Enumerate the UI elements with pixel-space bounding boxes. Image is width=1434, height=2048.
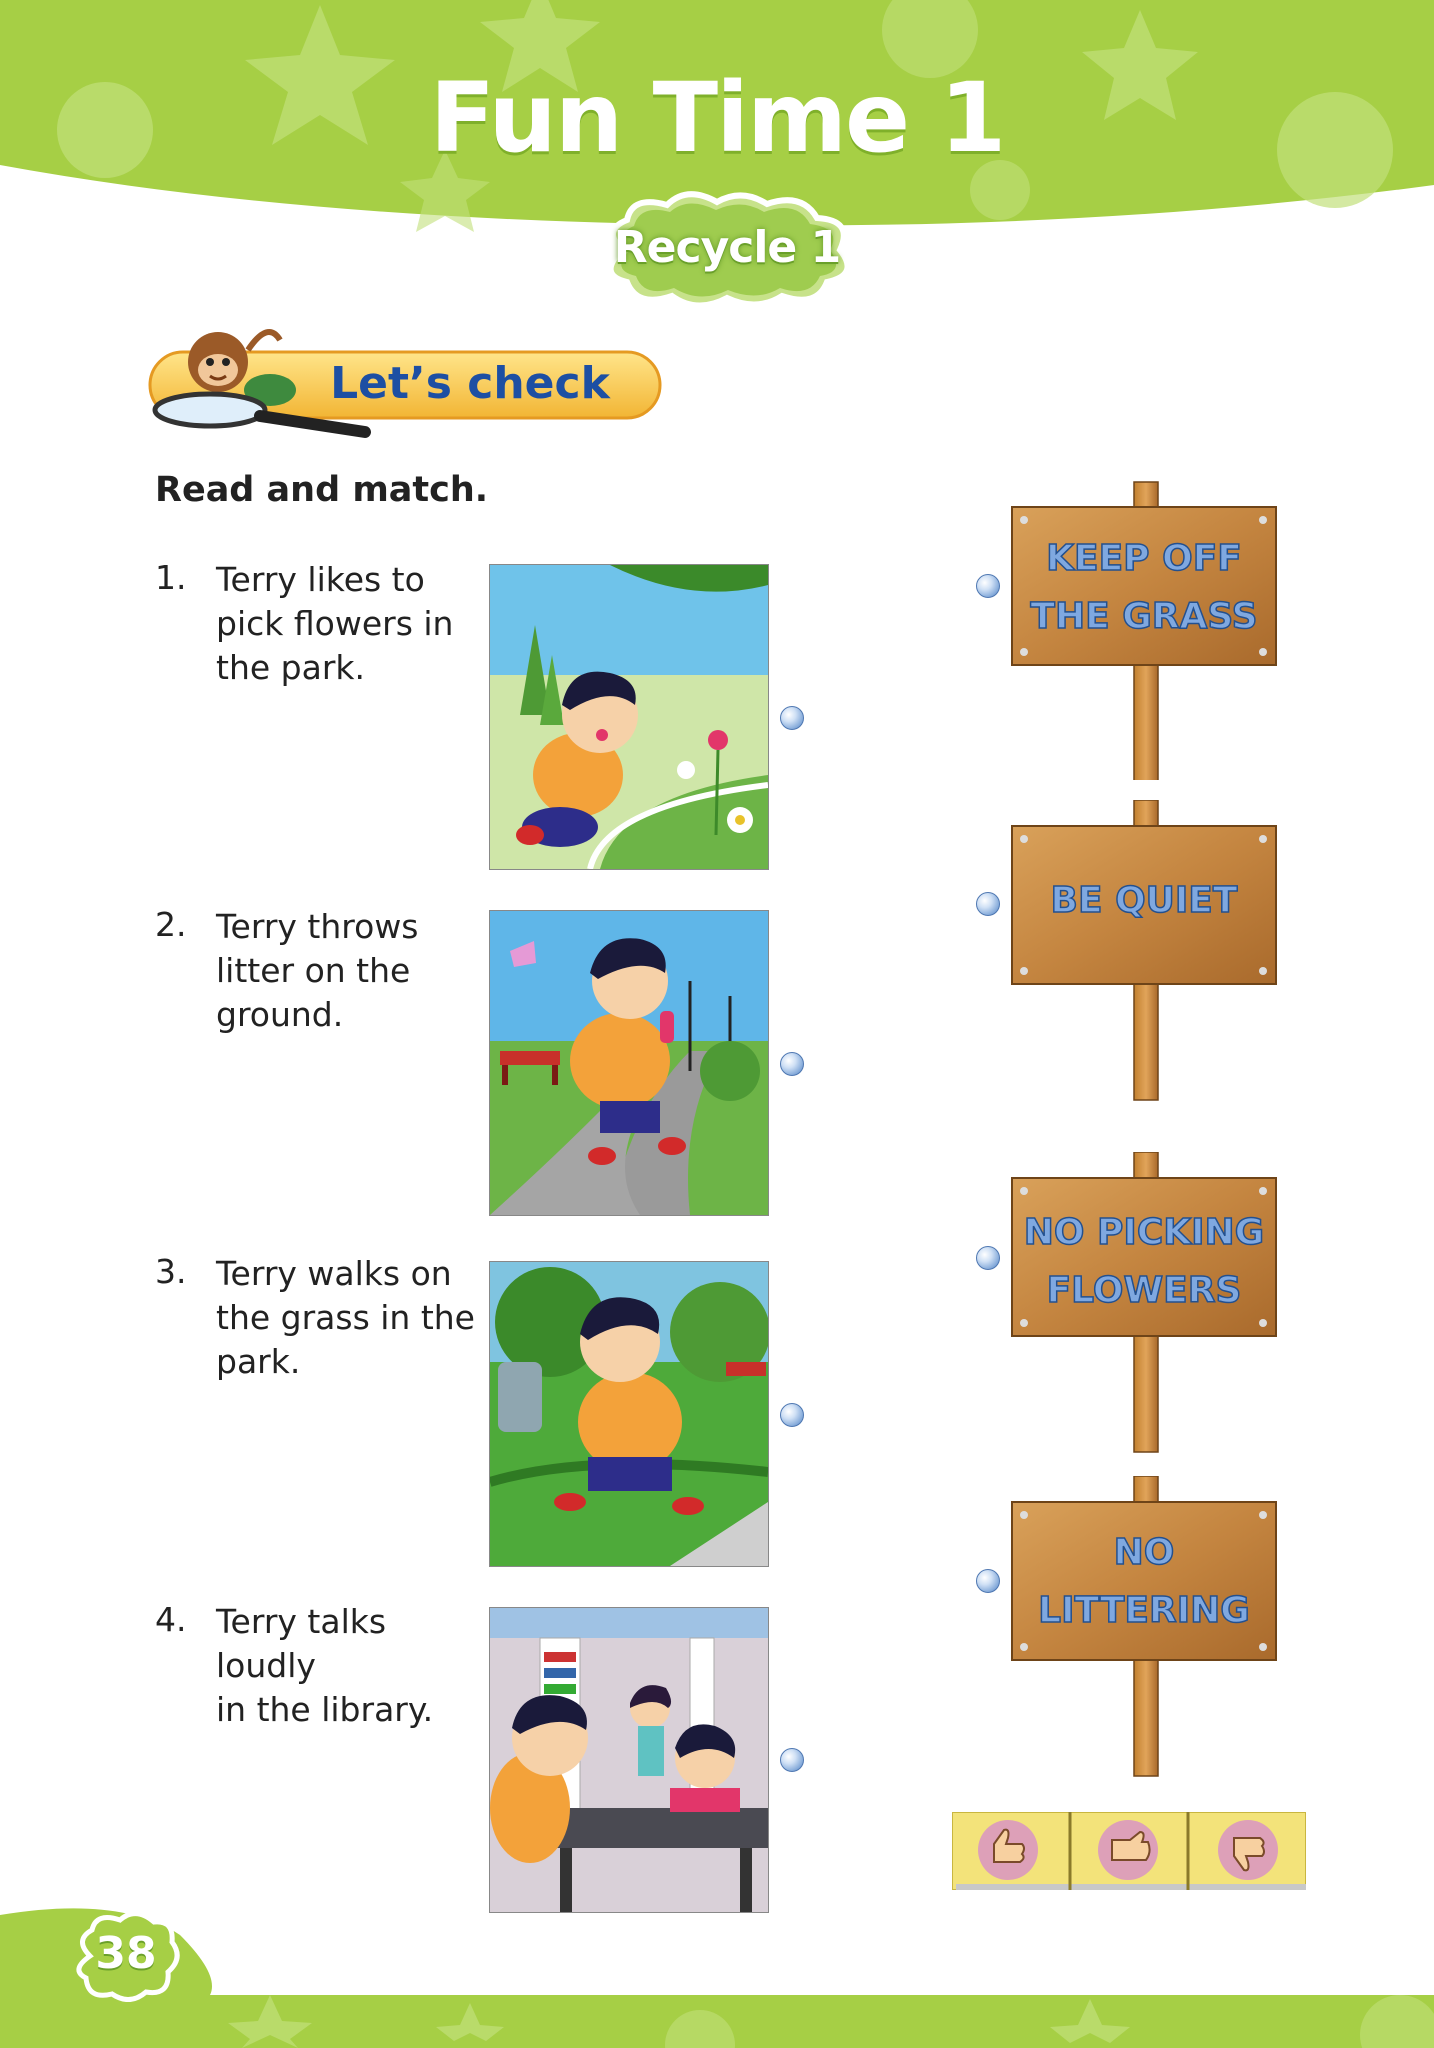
sign-line: KEEP OFF — [1046, 538, 1242, 579]
item-number: 3. — [155, 1252, 187, 1291]
sign-be-quiet — [1012, 872, 1276, 930]
item-line: the park. — [216, 648, 365, 687]
sign-no-picking-flowers — [1012, 1204, 1276, 1320]
match-dot-left[interactable] — [780, 1748, 804, 1772]
item-line: park. — [216, 1342, 301, 1381]
section-label: Let’s check — [330, 358, 610, 409]
sign-post — [1000, 800, 1290, 1102]
item-line: litter on the — [216, 951, 411, 990]
item-text — [216, 905, 486, 1037]
match-dot-right[interactable] — [976, 574, 1000, 598]
item-number: 1. — [155, 558, 187, 597]
sign-no-littering — [1012, 1524, 1276, 1640]
item-line: Terry talks loudly — [216, 1602, 387, 1685]
item-line: pick flowers in — [216, 604, 454, 643]
item-line: the grass in the — [216, 1298, 475, 1337]
item-number: 2. — [155, 905, 187, 944]
match-dot-left[interactable] — [780, 706, 804, 730]
boy-littering-picture — [489, 910, 769, 1216]
item-number: 4. — [155, 1600, 187, 1639]
sign-line: NO PICKING — [1023, 1212, 1265, 1253]
item-line: in the library. — [216, 1690, 434, 1729]
item-line: Terry throws — [216, 907, 419, 946]
thumbs-down-icon[interactable] — [1218, 1820, 1278, 1880]
boy-in-library-picture — [489, 1607, 769, 1913]
sign-keep-off-the-grass — [1012, 530, 1276, 646]
item-text — [216, 1252, 486, 1384]
thumbs-sideways-icon[interactable] — [1098, 1820, 1158, 1880]
sign-line: FLOWERS — [1046, 1270, 1242, 1311]
sign-line: LITTERING — [1038, 1590, 1250, 1631]
item-text — [216, 1600, 496, 1732]
match-dot-left[interactable] — [780, 1403, 804, 1427]
page-title: Fun Time 1 — [429, 62, 1005, 174]
match-dot-left[interactable] — [780, 1052, 804, 1076]
instruction-text: Read and match. — [155, 470, 489, 510]
page-number: 38 — [95, 1928, 157, 1979]
item-line: ground. — [216, 995, 344, 1034]
sign-line: NO — [1113, 1532, 1175, 1573]
match-dot-right[interactable] — [976, 892, 1000, 916]
footer-band — [0, 1895, 1434, 2048]
boy-picking-flowers-picture — [489, 564, 769, 870]
self-assessment-bar — [952, 1812, 1306, 1890]
sign-line: THE GRASS — [1030, 596, 1258, 637]
item-line: Terry likes to — [216, 560, 425, 599]
boy-on-grass-picture — [489, 1261, 769, 1567]
match-dot-right[interactable] — [976, 1246, 1000, 1270]
thumbs-up-icon[interactable] — [978, 1820, 1038, 1880]
item-text — [216, 558, 486, 690]
match-dot-right[interactable] — [976, 1569, 1000, 1593]
recycle-label: Recycle 1 — [613, 222, 841, 273]
item-line: Terry walks on — [216, 1254, 452, 1293]
sign-line: BE QUIET — [1050, 880, 1238, 921]
